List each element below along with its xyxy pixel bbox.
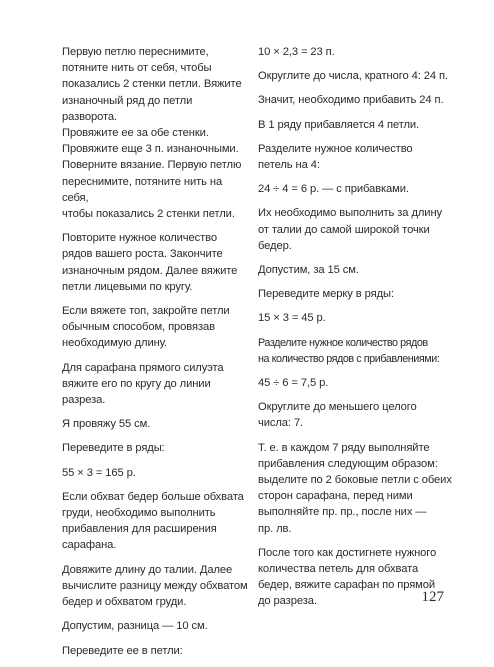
paragraph: Переведите ее в петли:: [62, 644, 183, 657]
paragraph: Округлите до меньшего целого числа: 7.: [258, 401, 417, 430]
paragraph: Первую петлю переснимите, потяните нить от себя, чтобы показались 2 стенки петли. Вяжите изнаночный ряд до петли разворота. Провяжите ее за обе стенки. Провяжите еще 3 п. изнаночными. Поверните вязание. Первую петлю переснимите, потяните нить на себя, чтобы показались 2 стенки петли.: [62, 46, 242, 221]
paragraph: Переведите мерку в ряды:: [258, 288, 394, 301]
paragraph: Разделите нужное количество петель на 4:: [258, 142, 413, 172]
paragraph: В 1 ряду прибавляется 4 петли.: [258, 118, 420, 131]
paragraph: Для сарафана прямого силуэта вяжите его по кругу до линии разреза.: [62, 361, 224, 407]
formula: 10 × 2,3 = 23 п.: [258, 46, 335, 58]
paragraph: Если обхват бедер больше обхвата груди, необходимо выполнить прибавления для расширения сарафана.: [62, 490, 244, 552]
paragraph: Округлите до числа, кратного 4: 24 п.: [258, 70, 448, 83]
right-text-column: [258, 44, 454, 618]
paragraph: Значит, необходимо прибавить 24 п.: [258, 94, 444, 107]
formula: 24 ÷ 4 = 6 р. — с прибавками.: [258, 183, 409, 196]
formula: 15 × 3 = 45 р.: [258, 312, 326, 325]
paragraph: Разделите нужное количество рядов на количество рядов с прибавлениями:: [258, 336, 440, 365]
left-text-column: [62, 44, 250, 667]
paragraph: Допустим, разница — 10 см.: [62, 620, 208, 633]
formula: 55 × 3 = 165 р.: [62, 466, 136, 479]
paragraph: Допустим, за 15 см.: [258, 264, 359, 277]
paragraph: После того как достигнете нужного количества петель для обхвата бедер, вяжите сарафан по прямой до разреза.: [258, 546, 437, 608]
paragraph: Я провяжу 55 см.: [62, 418, 151, 431]
paragraph: Т. е. в каждом 7 ряду выполняйте прибавления следующим образом: выделите по 2 боковые петли с обеих сторон сарафана, перед ними выполняйте пр. пр., после них — пр. лв.: [258, 441, 452, 535]
formula: 45 ÷ 6 = 7,5 р.: [258, 377, 329, 390]
paragraph: Если вяжете топ, закройте петли обычным способом, провязав необходимую длину.: [62, 305, 230, 350]
page-number: 127: [421, 589, 444, 605]
paragraph: Их необходимо выполнить за длину от талии до самой широкой точки бедер.: [258, 207, 443, 252]
paragraph: Переведите в ряды:: [62, 442, 165, 455]
paragraph: Довяжите длину до талии. Далее вычислите разницу между обхватом бедер и обхватом груди.: [62, 563, 248, 609]
paragraph: Повторите нужное количество рядов вашего роста. Закончите изнаночным рядом. Далее вяжите петли лицевыми по кругу.: [62, 232, 238, 293]
